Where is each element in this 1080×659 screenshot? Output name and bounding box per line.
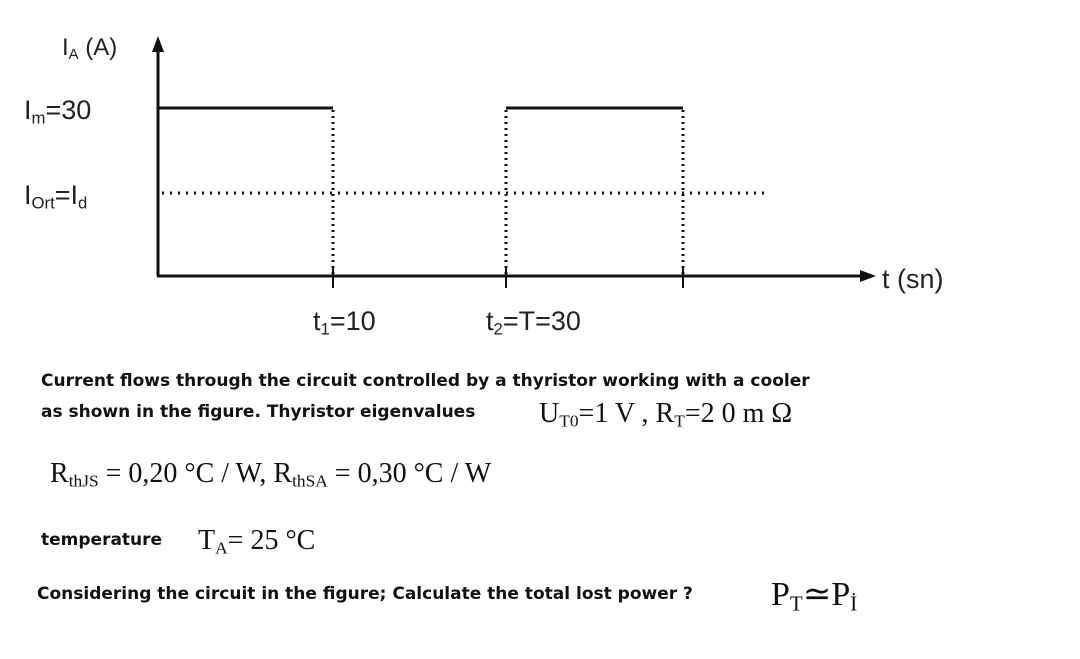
problem-line-2: as shown in the figure. Thyristor eigenvalues bbox=[41, 402, 476, 422]
y-axis-label: $I_A$ (A) bbox=[62, 34, 118, 64]
ambient-temperature: $T_A= 25$ °C bbox=[198, 525, 316, 558]
t2-label: $t_2=T=30$ bbox=[486, 306, 581, 339]
problem-line-1: Current flows through the circuit controlled by a thyristor working with a cooler bbox=[41, 371, 810, 391]
power-formula: $P_T≃P_İ$ bbox=[771, 576, 858, 616]
t1-label: $t_1=10$ bbox=[313, 306, 376, 339]
im-level-label: $I_m=30$ bbox=[24, 95, 92, 128]
y-axis-arrow bbox=[152, 36, 164, 52]
thyristor-eigenvalues: $U_{T0}=1$ V , $R_T=2$ 0 m Ω bbox=[539, 398, 793, 431]
iort-level-label: $I_{Ort}=I_d$ bbox=[24, 180, 88, 213]
thermal-resistances: $R_{thJS} = 0,20$ °C / W, $R_{thSA} = 0,30$ °C / W bbox=[50, 458, 492, 491]
x-axis-label: t (sn) bbox=[882, 264, 944, 294]
x-axis-arrow bbox=[860, 270, 876, 282]
temperature-label: temperature bbox=[41, 530, 163, 550]
question-text: Considering the circuit in the figure; Calculate the total lost power ? bbox=[37, 584, 693, 604]
